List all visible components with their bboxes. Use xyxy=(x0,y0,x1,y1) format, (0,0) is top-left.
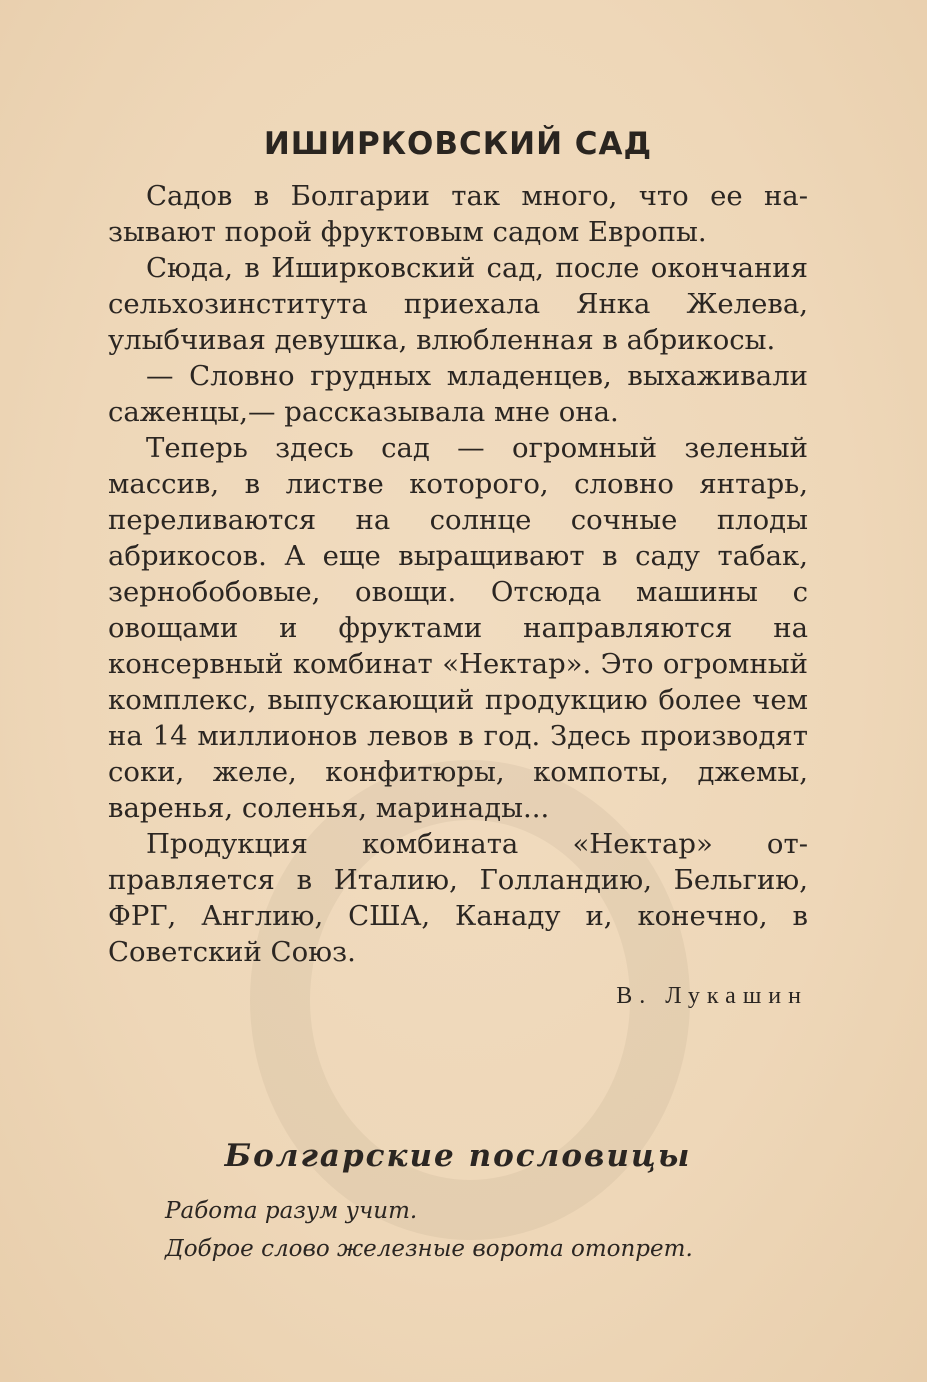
proverb-item: Работа разум учит. xyxy=(165,1198,418,1224)
article-paragraph: Теперь здесь сад — огромный зеленый массив, в листве которого, словно янтарь, переливаются на солнце сочные плоды абрикосов. А еще выращивают в саду табак, зернобобовые, овощи. Отсюда машины с овощами и фруктами направляются на консервный комбинат «Нектар». Это огромный комплекс, выпускающий продукцию более чем на 14 миллионов левов в год. Здесь производят соки, желе, конфитюры, компоты, джемы, варенья, соленья, маринады... xyxy=(108,432,808,824)
article-author: В. Лукашин xyxy=(616,983,808,1009)
article-paragraph: Сюда, в Иширковский сад, после окончания сельхозинститута приехала Янка Желева, улыбчивая девушка, влюбленная в абрикосы. xyxy=(108,252,808,356)
proverbs-title: Болгарские пословицы xyxy=(224,1138,692,1174)
article-paragraph: Садов в Болгарии так много, что ее называют порой фруктовым садом Европы. xyxy=(108,180,808,248)
article-title: ИШИРКОВСКИЙ САД xyxy=(263,126,653,162)
proverb-item: Доброе слово железные ворота отопрет. xyxy=(165,1236,693,1262)
article-paragraph: — Словно грудных младенцев, выхаживали саженцы,— рассказывала мне она. xyxy=(108,360,808,428)
proverbs-list xyxy=(165,1192,805,1268)
article xyxy=(108,122,808,1014)
article-paragraph: Продукция комбината «Нектар» отправляется в Италию, Голландию, Бельгию, ФРГ, Англию, США, Канаду и, конечно, в Советский Союз. xyxy=(108,828,808,968)
